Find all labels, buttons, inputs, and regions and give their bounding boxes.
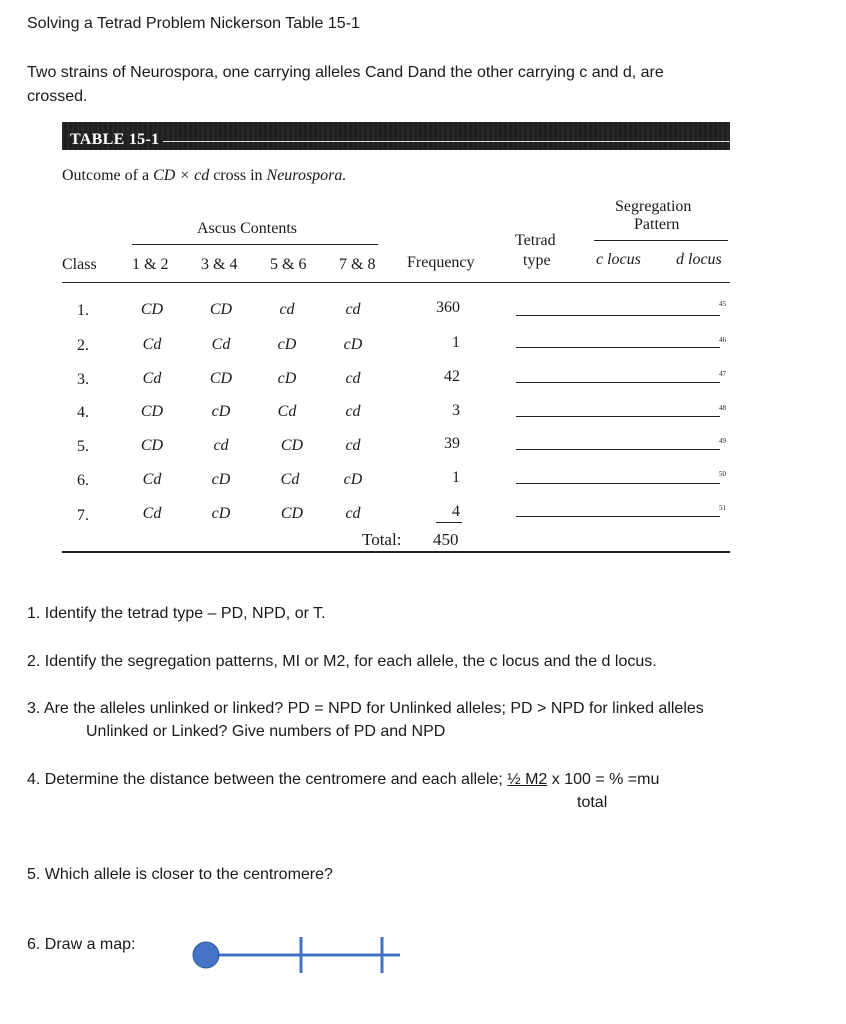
header-d-locus: d locus: [676, 251, 722, 268]
caption-species: Neurospora.: [266, 167, 347, 184]
row-1-pair-4: cd: [345, 301, 361, 318]
row-5-pair-3: CD: [280, 437, 304, 454]
row-1-class: 1.: [77, 302, 89, 319]
table-banner: [62, 122, 730, 150]
row-1-answer-line[interactable]: [516, 315, 720, 316]
table-label: TABLE 15-1: [70, 131, 160, 148]
question-2: 2. Identify the segregation patterns, MI or M2, for each allele, the c locus and the d locus.: [27, 653, 657, 670]
row-7-frequency: 4: [452, 503, 460, 520]
row-1-question-number: 45: [719, 300, 726, 308]
header-tetrad: Tetrad: [515, 232, 556, 249]
row-5-question-number: 49: [719, 437, 726, 445]
question-4-suffix: x 100 = % =mu: [547, 771, 660, 788]
row-6-pair-4: cD: [343, 471, 363, 488]
row-3-pair-1: Cd: [142, 370, 162, 387]
caption-cross: CD × cd: [153, 167, 210, 184]
row-7-class: 7.: [77, 507, 89, 524]
row-2-pair-4: cD: [343, 336, 363, 353]
ascus-header-rule: [132, 244, 378, 245]
row-2-pair-2: Cd: [211, 336, 231, 353]
row-3-frequency: 42: [444, 368, 460, 385]
caption-middle: cross in: [209, 167, 267, 184]
row-2-pair-3: cD: [277, 336, 297, 353]
row-3-pair-3: cD: [277, 370, 297, 387]
header-segregation: Segregation: [615, 198, 692, 215]
row-4-pair-4: cd: [345, 403, 361, 420]
map-diagram: [190, 930, 405, 978]
row-2-answer-line[interactable]: [516, 347, 720, 348]
row-7-pair-1: Cd: [142, 505, 162, 522]
total-value: 450: [433, 530, 459, 549]
header-ascus-contents: Ascus Contents: [197, 220, 297, 237]
row-7-answer-line[interactable]: [516, 516, 720, 517]
question-5: 5. Which allele is closer to the centromere?: [27, 866, 333, 883]
segregation-header-rule: [594, 240, 728, 241]
row-3-question-number: 47: [719, 370, 726, 378]
table-bottom-rule: [62, 551, 730, 553]
row-3-pair-2: CD: [209, 370, 233, 387]
intro-line-2: crossed.: [27, 88, 88, 105]
row-2-question-number: 46: [719, 336, 726, 344]
header-pair-3: 5 & 6: [270, 256, 307, 273]
row-7-question-number: 51: [719, 504, 726, 512]
row-4-answer-line[interactable]: [516, 416, 720, 417]
intro-line-1: Two strains of Neurospora, one carrying alleles Cand Dand the other carrying c and d, are: [27, 64, 664, 81]
header-frequency: Frequency: [407, 254, 475, 271]
row-1-pair-1: CD: [140, 301, 164, 318]
total-underline: [436, 522, 462, 523]
row-3-class: 3.: [77, 371, 89, 388]
question-3-line-2: Unlinked or Linked? Give numbers of PD and NPD: [86, 723, 446, 740]
question-6: 6. Draw a map:: [27, 936, 136, 953]
row-5-class: 5.: [77, 438, 89, 455]
header-type: type: [523, 252, 551, 269]
row-4-class: 4.: [77, 404, 89, 421]
row-5-pair-4: cd: [345, 437, 361, 454]
row-3-answer-line[interactable]: [516, 382, 720, 383]
header-class: Class: [62, 256, 97, 273]
row-1-pair-2: CD: [209, 301, 233, 318]
header-c-locus: c locus: [596, 251, 641, 268]
row-6-pair-1: Cd: [142, 471, 162, 488]
row-7-pair-2: cD: [211, 505, 231, 522]
row-1-pair-3: cd: [279, 301, 295, 318]
row-6-pair-3: Cd: [280, 471, 300, 488]
page-title: Solving a Tetrad Problem Nickerson Table 15-1: [27, 15, 360, 32]
caption-prefix: Outcome of a: [62, 167, 154, 184]
header-bottom-rule: [62, 282, 730, 283]
row-2-frequency: 1: [452, 334, 460, 351]
row-2-pair-1: Cd: [142, 336, 162, 353]
row-7-pair-3: CD: [280, 505, 304, 522]
question-1: 1. Identify the tetrad type – PD, NPD, or T.: [27, 605, 326, 622]
row-4-pair-3: Cd: [277, 403, 297, 420]
row-4-question-number: 48: [719, 404, 726, 412]
row-6-pair-2: cD: [211, 471, 231, 488]
row-5-pair-2: cd: [213, 437, 229, 454]
row-1-frequency: 360: [436, 299, 460, 316]
header-pair-1: 1 & 2: [132, 256, 169, 273]
header-pair-4: 7 & 8: [339, 256, 376, 273]
banner-rule: [163, 141, 730, 142]
question-4-prefix: 4. Determine the distance between the centromere and each allele;: [27, 771, 508, 788]
map-centromere: [193, 942, 219, 968]
row-2-class: 2.: [77, 337, 89, 354]
row-5-pair-1: CD: [140, 437, 164, 454]
table-caption: [62, 167, 346, 185]
row-6-class: 6.: [77, 472, 89, 489]
question-3-line-1: 3. Are the alleles unlinked or linked? PD = NPD for Unlinked alleles; PD > NPD for linked alleles: [27, 700, 704, 717]
row-4-frequency: 3: [452, 402, 460, 419]
question-4-denominator: total: [577, 794, 608, 811]
question-4-numerator: ½ M2: [507, 771, 548, 788]
question-4: [27, 771, 659, 789]
row-4-pair-2: cD: [211, 403, 231, 420]
row-5-frequency: 39: [444, 435, 460, 452]
row-6-answer-line[interactable]: [516, 483, 720, 484]
row-6-question-number: 50: [719, 470, 726, 478]
row-7-pair-4: cd: [345, 505, 361, 522]
row-4-pair-1: CD: [140, 403, 164, 420]
row-3-pair-4: cd: [345, 370, 361, 387]
header-pair-2: 3 & 4: [201, 256, 238, 273]
row-6-frequency: 1: [452, 469, 460, 486]
total-label: Total:: [362, 530, 402, 549]
row-5-answer-line[interactable]: [516, 449, 720, 450]
header-pattern: Pattern: [634, 216, 680, 233]
